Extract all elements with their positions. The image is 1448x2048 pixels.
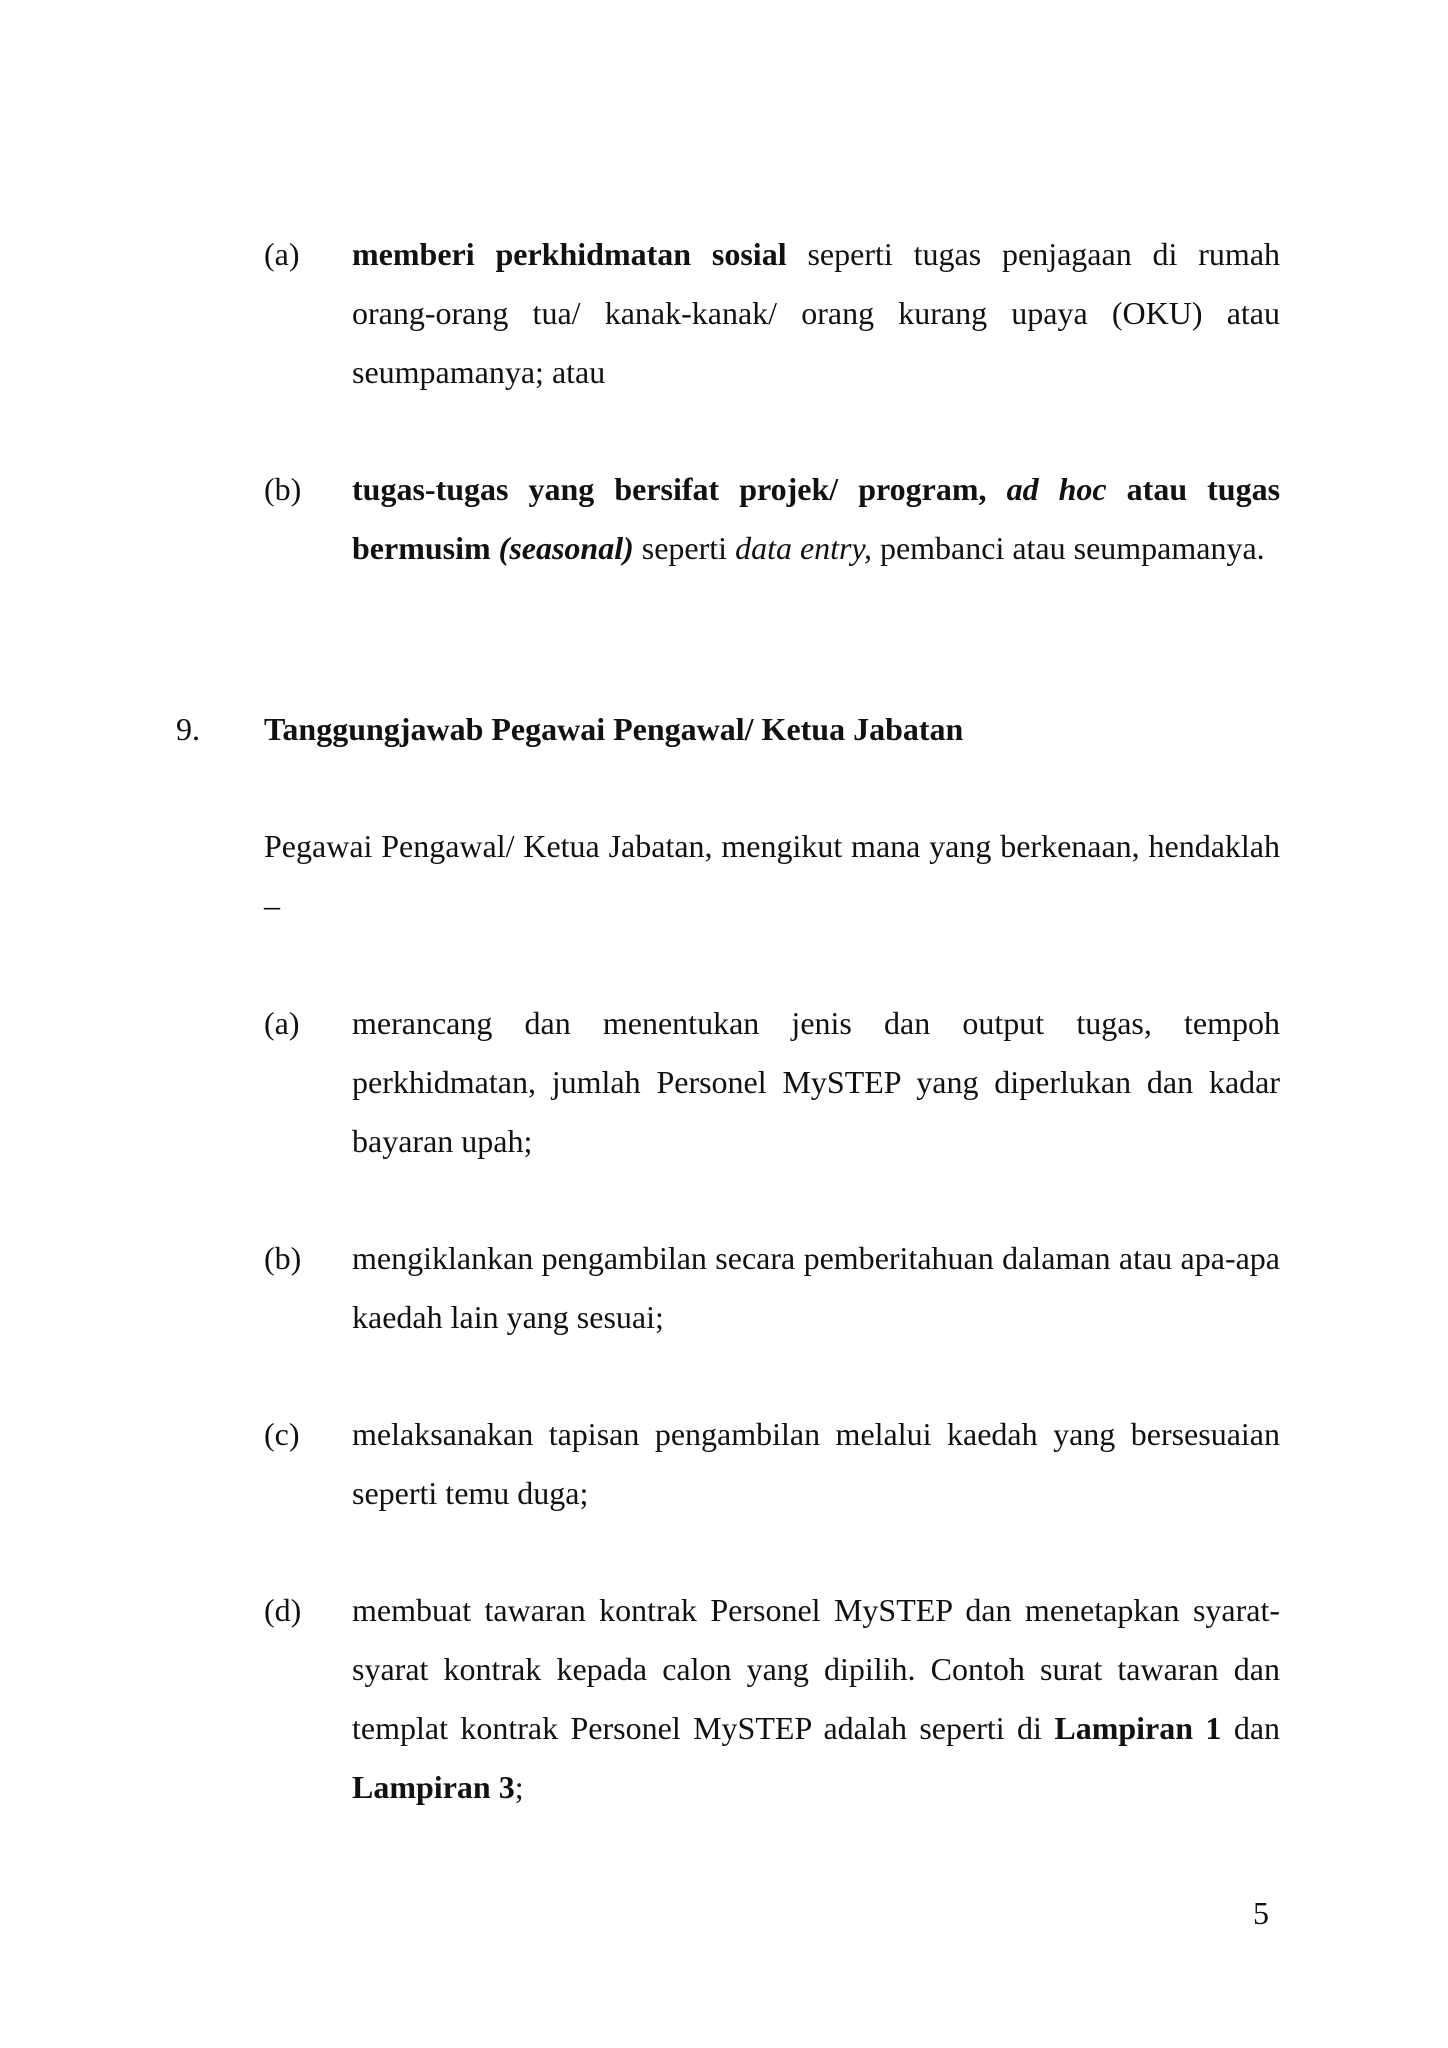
item-text: merancang dan menentukan jenis dan output tugas, tempoh perkhidmatan, jumlah Personel MySTEP yang diperlukan dan kadar bayaran upah;: [352, 1005, 1280, 1159]
item-bold-text: tugas-tugas yang bersifat projek/ program,: [352, 471, 987, 507]
section-intro: Pegawai Pengawal/ Ketua Jabatan, mengikut mana yang berkenaan, hendaklah –: [264, 828, 1280, 923]
item-text-part: seperti: [641, 530, 728, 566]
item-rest: seperti tugas penjagaan di rumah orang-orang tua/ kanak-kanak/ orang kurang upaya (OKU) atau seumpamanya; atau: [352, 236, 1281, 390]
item-text-part: membuat tawaran kontrak Personel MySTEP dan menetapkan syarat-syarat kontrak kepada calon yang dipilih. Contoh surat tawaran dan templat kontrak Personel MySTEP adalah seperti di: [352, 1592, 1280, 1746]
item-label: (a): [264, 236, 300, 272]
item-label: (b): [264, 471, 302, 507]
item-text-part: pembanci atau seumpamanya.: [879, 530, 1265, 566]
item-label: (a): [264, 1005, 300, 1041]
item-label: (b): [264, 1240, 302, 1276]
item-text: [352, 460, 1280, 578]
appendix-reference: Lampiran 1: [1054, 1710, 1222, 1746]
item-bold-italic-text: ad hoc: [1006, 471, 1107, 507]
item-text: [352, 1581, 1280, 1817]
page-number: 5: [1253, 1895, 1269, 1931]
item-text: mengiklankan pengambilan secara pemberitahuan dalaman atau apa-apa kaedah lain yang sesuai;: [352, 1240, 1280, 1335]
section-number: 9.: [176, 711, 200, 747]
item-label: (c): [264, 1416, 300, 1452]
item-text-part: ;: [514, 1769, 524, 1805]
item-italic-text: data entry,: [735, 530, 872, 566]
item-text: melaksanakan tapisan pengambilan melalui kaedah yang bersesuaian seperti temu duga;: [352, 1416, 1280, 1511]
item-text: [352, 225, 1280, 402]
section-heading: Tanggungjawab Pegawai Pengawal/ Ketua Jabatan: [264, 711, 964, 747]
item-text-part: dan: [1233, 1710, 1281, 1746]
appendix-reference: Lampiran 3: [352, 1769, 515, 1805]
item-bold-italic-text: (seasonal): [498, 530, 634, 566]
item-label: (d): [264, 1592, 302, 1628]
item-bold-text: atau tugas bermusim: [352, 471, 1281, 566]
item-bold-lead: memberi perkhidmatan sosial: [352, 236, 787, 272]
